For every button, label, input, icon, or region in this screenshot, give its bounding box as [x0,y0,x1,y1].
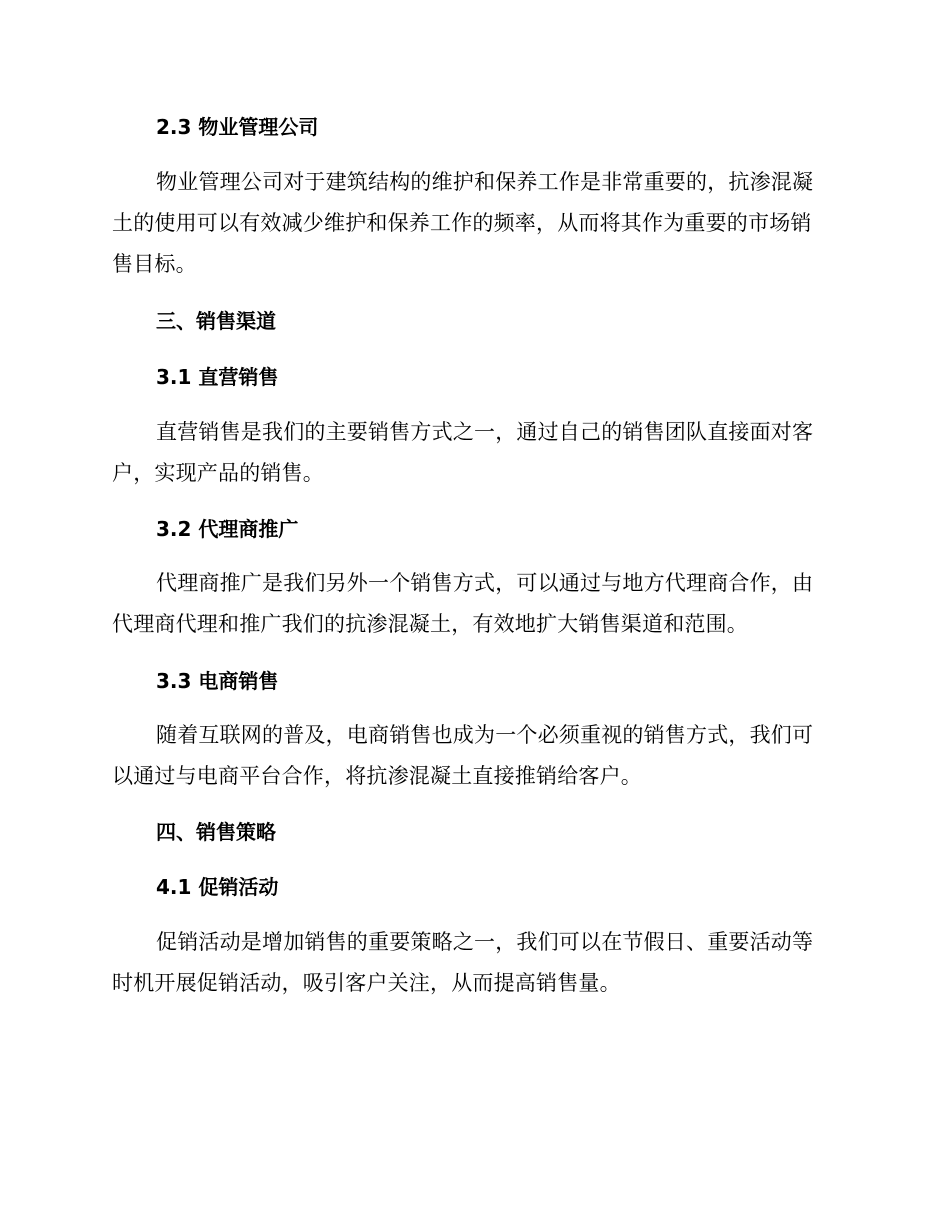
heading-3-2: 3.2 代理商推广 [156,517,299,541]
heading-3-3: 3.3 电商销售 [156,669,279,693]
paragraph-line: 以通过与电商平台合作，将抗渗混凝土直接推销给客户。 [112,764,642,788]
paragraph-property-management [112,162,832,285]
paragraph-line: 代理商推广是我们另外一个销售方式，可以通过与地方代理商合作，由 [156,571,814,595]
heading-4-1: 4.1 促销活动 [156,875,279,899]
paragraph-ecommerce-sales [112,715,832,797]
heading-sales-channels: 三、销售渠道 [156,309,276,333]
paragraph-agent-promotion [112,563,832,645]
paragraph-line: 土的使用可以有效减少维护和保养工作的频率，从而将其作为重要的市场销 [112,211,812,235]
paragraph-line: 随着互联网的普及，电商销售也成为一个必须重视的销售方式，我们可 [156,723,814,747]
paragraph-line: 直营销售是我们的主要销售方式之一，通过自己的销售团队直接面对客 [156,420,814,444]
paragraph-line: 代理商代理和推广我们的抗渗混凝土，有效地扩大销售渠道和范围。 [112,612,748,636]
paragraph-line: 物业管理公司对于建筑结构的维护和保养工作是非常重要的，抗渗混凝 [156,170,814,194]
paragraph-line: 户，实现产品的销售。 [112,461,324,485]
paragraph-direct-sales [112,412,832,494]
heading-sales-strategy: 四、销售策略 [156,820,276,844]
paragraph-line: 售目标。 [112,252,197,276]
heading-3-1: 3.1 直营销售 [156,365,279,389]
paragraph-line: 时机开展促销活动，吸引客户关注，从而提高销售量。 [112,971,621,995]
heading-2-3: 2.3 物业管理公司 [156,115,319,139]
paragraph-line: 促销活动是增加销售的重要策略之一，我们可以在节假日、重要活动等 [156,930,814,954]
paragraph-promotions [112,922,832,1004]
